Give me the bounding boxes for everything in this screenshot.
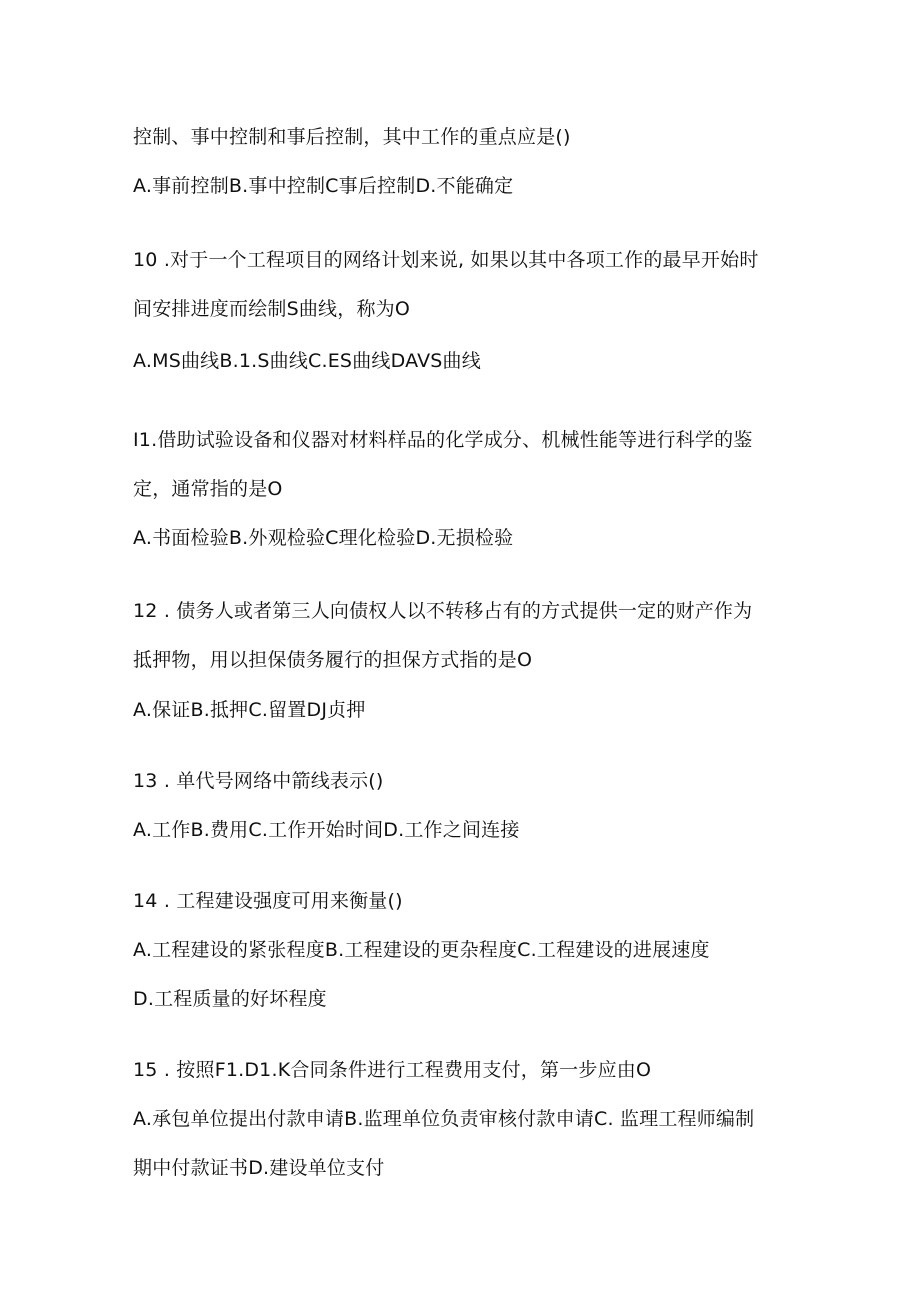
text-line: 控制、事中控制和事后控制，其中工作的重点应是() — [133, 126, 571, 148]
question-text: 间安排进度而绘制S曲线，称为O — [133, 298, 411, 320]
answer-options: A.保证B.抵押C.留置DJ贞押 — [133, 699, 366, 721]
question-text: I1.借助试验设备和仪器对材料样品的化学成分、机械性能等进行科学的鉴 — [133, 429, 753, 451]
answer-options: A.书面检验B.外观检验C理化检验D.无损检验 — [133, 527, 514, 549]
answer-options: A.工程建设的紧张程度B.工程建设的更杂程度C.工程建设的进展速度 — [133, 939, 710, 961]
question-text: 12 . 债务人或者第三人向债权人以不转移占有的方式提供一定的财产作为 — [133, 600, 753, 622]
question-text: 14 . 工程建设强度可用来衡量() — [133, 890, 403, 912]
question-text: 定，通常指的是O — [133, 478, 283, 500]
answer-options: 期中付款证书D.建设单位支付 — [133, 1157, 385, 1179]
answer-options: A.工作B.费用C.工作开始时间D.工作之间连接 — [133, 819, 520, 841]
answer-options: D.工程质量的好坏程度 — [133, 988, 327, 1010]
answer-options: A.事前控制B.事中控制C事后控制D.不能确定 — [133, 175, 514, 197]
question-text: 10 .对于一个工程项目的网络计划来说, 如果以其中各项工作的最早开始时 — [133, 249, 759, 271]
question-text: 抵押物，用以担保债务履行的担保方式指的是O — [133, 649, 533, 671]
question-text: 15 . 按照F1.D1.K合同条件进行工程费用支付，第一步应由O — [133, 1059, 652, 1081]
answer-options: A.MS曲线B.1.S曲线C.ES曲线DAVS曲线 — [133, 350, 481, 372]
question-text: 13 . 单代号网络中箭线表示() — [133, 770, 384, 792]
answer-options: A.承包单位提出付款申请B.监理单位负责审核付款申请C. 监理工程师编制 — [133, 1108, 755, 1130]
